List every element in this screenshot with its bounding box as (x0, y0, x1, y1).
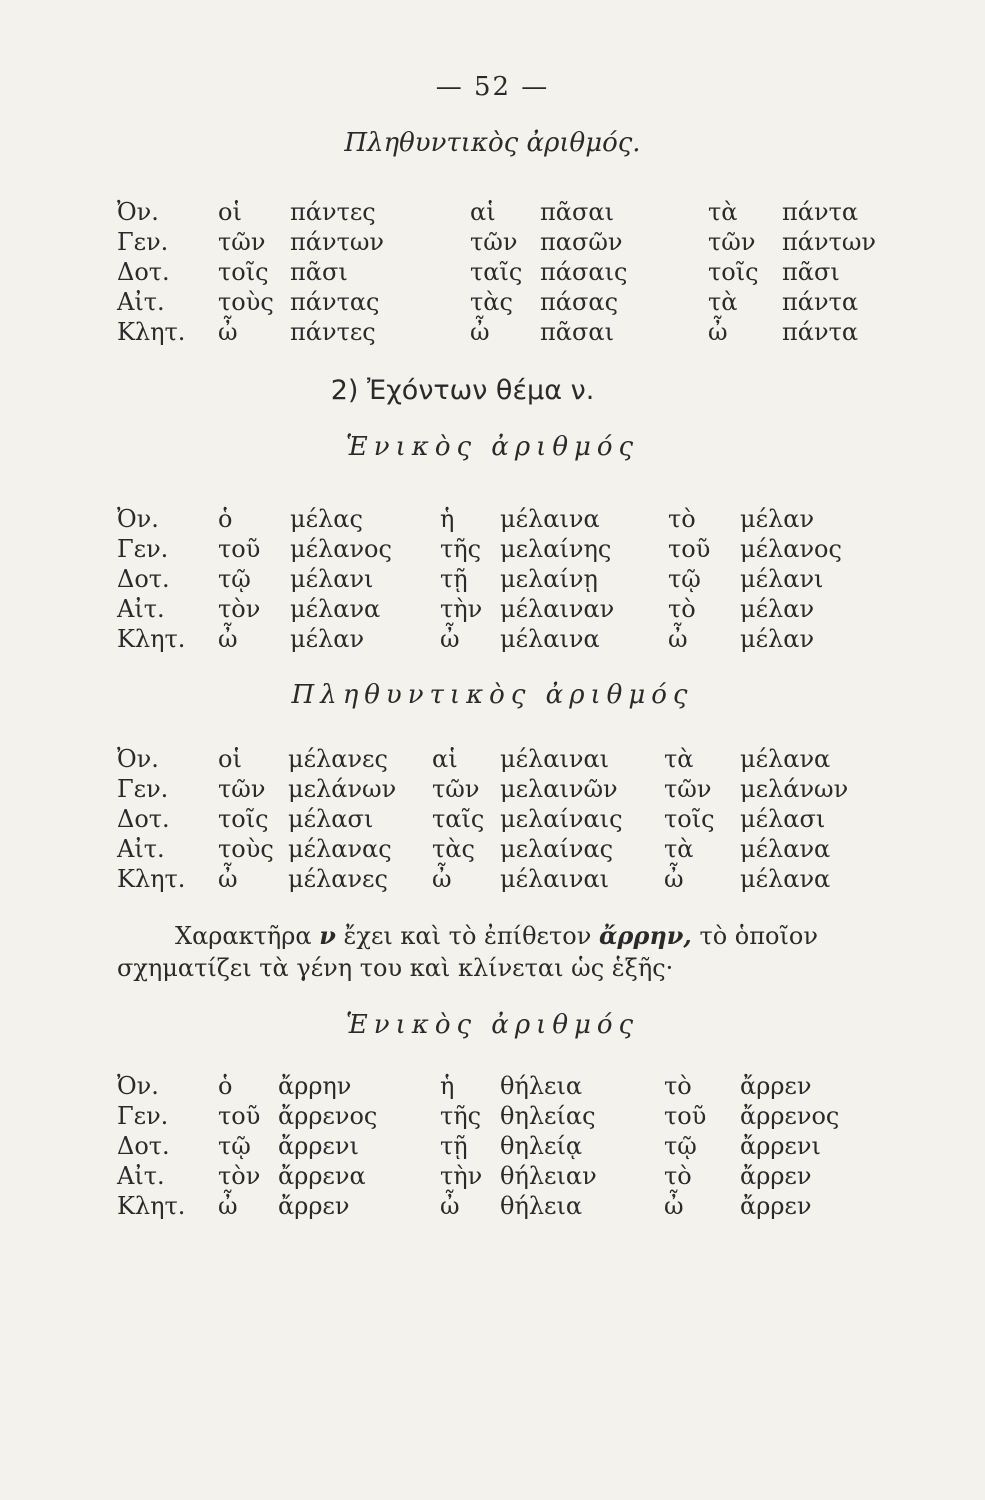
case-label: Γεν. (117, 775, 169, 803)
case-label: Αἰτ. (117, 288, 165, 316)
article-fem: ὦ (440, 625, 460, 653)
case-label: Ὀν. (117, 1072, 159, 1100)
table-pas-plural (0, 198, 985, 348)
form-fem: μελαινῶν (500, 775, 618, 803)
article-masc: οἱ (218, 745, 242, 773)
table-row (0, 805, 985, 835)
table-row (0, 198, 985, 228)
plural-heading-melas: Πληθυντικὸς ἀριθμός (291, 680, 694, 710)
form-fem: μέλαιναι (500, 865, 610, 893)
form-neut: μέλανι (740, 565, 824, 593)
singular-heading-melas: Ἑνικὸς ἀριθμός (345, 432, 640, 462)
form-neut: πάντων (782, 228, 877, 256)
form-masc: μέλανα (290, 595, 381, 623)
case-label: Γεν. (117, 1102, 169, 1130)
form-fem: μελαίνας (500, 835, 614, 863)
form-neut: μελάνων (740, 775, 849, 803)
article-fem: τὴν (440, 595, 483, 623)
article-neut: τῶν (664, 775, 712, 803)
case-label: Κλητ. (117, 865, 186, 893)
form-fem: πασῶν (540, 228, 623, 256)
form-neut: μέλανα (740, 865, 831, 893)
page-number: — 52 — (435, 72, 550, 102)
form-fem: μελαίνης (500, 535, 612, 563)
paragraph-text-3: τὸ ὁποῖον (699, 922, 818, 950)
form-fem: πᾶσαι (540, 318, 614, 346)
case-label: Δοτ. (117, 1132, 170, 1160)
form-fem: θηλείᾳ (500, 1132, 583, 1160)
form-fem: μέλαιναν (500, 595, 615, 623)
article-neut: τὸ (664, 1072, 692, 1100)
form-fem: θηλείας (500, 1102, 596, 1130)
article-masc: τοῦ (218, 535, 261, 563)
form-fem: πᾶσαι (540, 198, 614, 226)
table-row (0, 258, 985, 288)
form-masc: μελάνων (288, 775, 397, 803)
form-fem: θήλειαν (500, 1162, 597, 1190)
form-masc: μέλαν (290, 625, 365, 653)
form-masc: πάντες (290, 318, 376, 346)
article-masc: τοῖς (218, 805, 269, 833)
form-masc: πάντας (290, 288, 380, 316)
paragraph-line-2: σχηματίζει τὰ γένη του καὶ κλίνεται ὡς ἑξῆς· (117, 954, 674, 982)
table-row (0, 1132, 985, 1162)
table-row (0, 775, 985, 805)
form-masc: ἄρρην (278, 1072, 352, 1100)
article-masc: τῶν (218, 228, 266, 256)
article-fem: ὦ (470, 318, 490, 346)
table-row (0, 1072, 985, 1102)
case-label: Αἰτ. (117, 1162, 165, 1190)
form-neut: μέλαν (740, 505, 815, 533)
case-label: Δοτ. (117, 805, 170, 833)
article-fem: τὴν (440, 1162, 483, 1190)
article-masc: τοὺς (218, 835, 274, 863)
article-neut: τὸ (668, 505, 696, 533)
form-neut: μέλανος (740, 535, 842, 563)
singular-heading-arren: Ἑνικὸς ἀριθμός (345, 1010, 640, 1040)
form-neut: ἄρρεν (740, 1162, 812, 1190)
article-masc: ὁ (218, 1072, 233, 1100)
form-neut: μέλασι (740, 805, 826, 833)
form-masc: μέλανες (288, 745, 388, 773)
form-masc: μέλανος (290, 535, 392, 563)
paragraph-line-1 (117, 920, 907, 952)
article-neut: τῷ (664, 1132, 697, 1160)
article-neut: ὦ (708, 318, 728, 346)
form-masc: ἄρρενι (278, 1132, 359, 1160)
article-masc: τὸν (218, 1162, 261, 1190)
form-neut: πάντα (782, 198, 859, 226)
case-label: Ὀν. (117, 505, 159, 533)
form-masc: μέλανες (288, 865, 388, 893)
table-row (0, 1162, 985, 1192)
article-fem: τῇ (440, 1132, 468, 1160)
form-fem: πάσαις (540, 258, 628, 286)
article-neut: τῶν (708, 228, 756, 256)
article-neut: τὸ (664, 1162, 692, 1190)
article-fem: τὰς (432, 835, 475, 863)
table-row (0, 625, 985, 655)
table-melas-plural (0, 745, 985, 895)
paragraph-text-2: ἔχει καὶ τὸ ἐπίθετον (343, 922, 592, 950)
article-fem: τῆς (440, 535, 482, 563)
form-neut: ἄρρενι (740, 1132, 821, 1160)
form-fem: μελαίναις (500, 805, 623, 833)
article-masc: τῷ (218, 1132, 251, 1160)
case-label: Γεν. (117, 228, 169, 256)
article-masc: ὦ (218, 1192, 238, 1220)
form-masc: ἄρρεν (278, 1192, 350, 1220)
article-masc: τοῦ (218, 1102, 261, 1130)
case-label: Κλητ. (117, 625, 186, 653)
article-neut: τῷ (668, 565, 701, 593)
form-fem: πάσας (540, 288, 619, 316)
article-fem: αἱ (432, 745, 458, 773)
article-fem: τῶν (470, 228, 518, 256)
paragraph-nu: ν (319, 921, 336, 950)
article-neut: τὰ (664, 835, 694, 863)
article-fem: τῶν (432, 775, 480, 803)
article-masc: ὦ (218, 318, 238, 346)
form-neut: ἄρρενος (740, 1102, 840, 1130)
form-neut: ἄρρεν (740, 1192, 812, 1220)
form-masc: μέλασι (288, 805, 374, 833)
form-fem: μέλαινα (500, 505, 600, 533)
article-masc: ὦ (218, 625, 238, 653)
case-label: Ὀν. (117, 198, 159, 226)
form-masc: ἄρρενος (278, 1102, 378, 1130)
article-neut: ὦ (664, 1192, 684, 1220)
article-neut: τοῖς (708, 258, 759, 286)
form-neut: πάντα (782, 288, 859, 316)
article-masc: τῷ (218, 565, 251, 593)
form-masc: πάντων (290, 228, 385, 256)
table-row (0, 1102, 985, 1132)
table-row (0, 318, 985, 348)
form-fem: μέλαινα (500, 625, 600, 653)
article-neut: τὸ (668, 595, 696, 623)
table-row (0, 595, 985, 625)
case-label: Αἰτ. (117, 835, 165, 863)
article-masc: τοὺς (218, 288, 274, 316)
form-neut: μέλανα (740, 745, 831, 773)
article-fem: ἡ (440, 1072, 455, 1100)
article-neut: τὰ (664, 745, 694, 773)
table-row (0, 1192, 985, 1222)
table-arren-singular (0, 1072, 985, 1222)
article-fem: αἱ (470, 198, 496, 226)
article-fem: ἡ (440, 505, 455, 533)
article-masc: ὦ (218, 865, 238, 893)
article-fem: ὦ (432, 865, 452, 893)
article-masc: τῶν (218, 775, 266, 803)
article-masc: οἱ (218, 198, 242, 226)
form-neut: μέλαν (740, 625, 815, 653)
case-label: Γεν. (117, 535, 169, 563)
case-label: Κλητ. (117, 1192, 186, 1220)
form-neut: ἄρρεν (740, 1072, 812, 1100)
article-neut: τὰ (708, 288, 738, 316)
article-fem: τῇ (440, 565, 468, 593)
article-masc: τοῖς (218, 258, 269, 286)
table-row (0, 565, 985, 595)
form-neut: μέλαν (740, 595, 815, 623)
paragraph-text-1: Χαρακτῆρα (175, 922, 312, 950)
paragraph-arren (117, 920, 907, 984)
form-masc: μέλανι (290, 565, 374, 593)
form-neut: μέλανα (740, 835, 831, 863)
form-masc: μέλανας (288, 835, 392, 863)
case-label: Ὀν. (117, 745, 159, 773)
case-label: Κλητ. (117, 318, 186, 346)
table-row (0, 288, 985, 318)
table-row (0, 865, 985, 895)
form-neut: πάντα (782, 318, 859, 346)
article-fem: τὰς (470, 288, 513, 316)
table-row (0, 228, 985, 258)
article-fem: ὦ (440, 1192, 460, 1220)
form-masc: ἄρρενα (278, 1162, 366, 1190)
form-fem: μέλαιναι (500, 745, 610, 773)
article-neut: ὦ (664, 865, 684, 893)
form-fem: μελαίνῃ (500, 565, 598, 593)
table-row (0, 505, 985, 535)
form-neut: πᾶσι (782, 258, 840, 286)
article-fem: ταῖς (432, 805, 485, 833)
plural-heading: Πληθυντικὸς ἀριθμός. (344, 128, 641, 158)
form-fem: θήλεια (500, 1192, 583, 1220)
table-row (0, 745, 985, 775)
article-neut: τοῖς (664, 805, 715, 833)
article-fem: τῆς (440, 1102, 482, 1130)
table-row (0, 835, 985, 865)
article-neut: τοῦ (664, 1102, 707, 1130)
article-neut: τοῦ (668, 535, 711, 563)
case-label: Αἰτ. (117, 595, 165, 623)
article-neut: ὦ (668, 625, 688, 653)
form-masc: πάντες (290, 198, 376, 226)
form-fem: θήλεια (500, 1072, 583, 1100)
article-neut: τὰ (708, 198, 738, 226)
table-row (0, 535, 985, 565)
article-masc: τὸν (218, 595, 261, 623)
article-fem: ταῖς (470, 258, 523, 286)
form-masc: πᾶσι (290, 258, 348, 286)
paragraph-word-arren: ἄρρην, (598, 921, 692, 950)
case-label: Δοτ. (117, 565, 170, 593)
case-label: Δοτ. (117, 258, 170, 286)
article-masc: ὁ (218, 505, 233, 533)
table-melas-singular (0, 505, 985, 655)
section-heading-2: 2) Ἐχόντων θέμα ν. (330, 375, 595, 406)
form-masc: μέλας (290, 505, 363, 533)
